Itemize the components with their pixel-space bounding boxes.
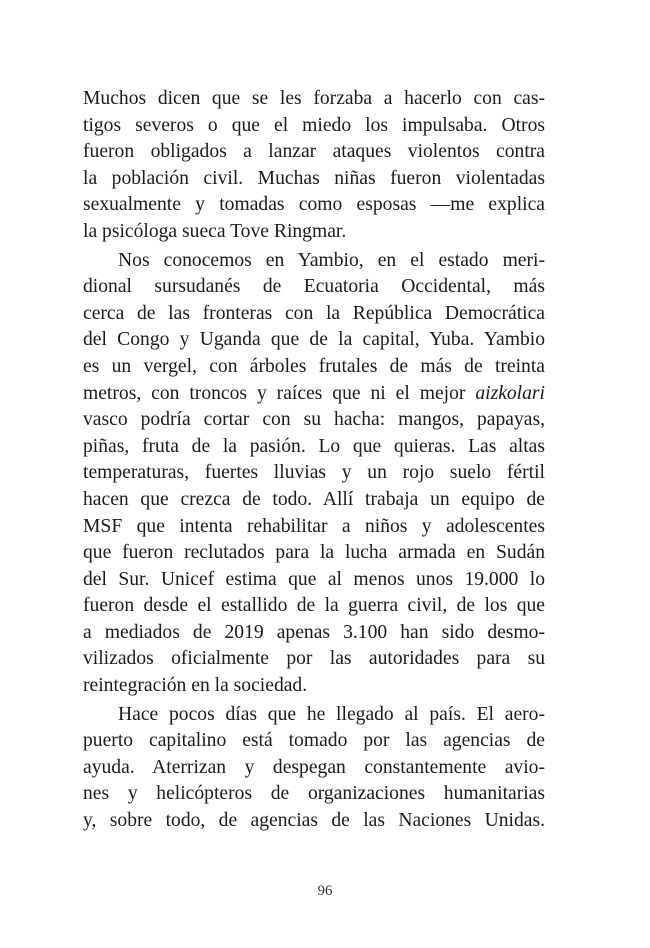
text-line: Hace pocos días que he llegado al país. El aero- [118, 703, 545, 725]
text-line: sexualmente y tomadas como esposas —me explica [83, 194, 545, 216]
text-line: fueron desde el estallido de la guerra civil, de los que [83, 595, 545, 617]
text-line: dional sursudanés de Ecuatoria Occidental, más [83, 276, 545, 298]
text-line: metros, con troncos y raíces que ni el mejor aizkolari [83, 382, 545, 404]
text-line: Muchos dicen que se les forzaba a hacerlo con cas- [83, 88, 545, 109]
text-line: es un vergel, con árboles frutales de más de treinta [83, 355, 545, 377]
text-line: temperaturas, fuertes lluvias y un rojo suelo fértil [83, 462, 545, 484]
text-line: cerca de las fronteras con la República Democrática [83, 302, 545, 324]
text-line: puerto capitalino está tomado por las agencias de [83, 730, 545, 752]
text-line: MSF que intenta rehabilitar a niños y adolescentes [83, 515, 545, 537]
paragraph [83, 86, 545, 246]
page-body [83, 86, 545, 835]
text-line: del Congo y Uganda que de la capital, Yuba. Yambio [83, 329, 545, 351]
page-number: 96 [317, 883, 333, 899]
text-line: hacen que crezca de todo. Allí trabaja un equipo de [83, 488, 545, 510]
paragraph [83, 248, 545, 700]
text-line: a mediados de 2019 apenas 3.100 han sido desmo- [83, 621, 545, 643]
text-line: la población civil. Muchas niñas fueron violentadas [83, 167, 545, 189]
text-line: nes y helicópteros de organizaciones humanitarias [83, 783, 545, 805]
text-line: tigos severos o que el miedo los impulsaba. Otros [83, 114, 545, 136]
text-line: vasco podría cortar con su hacha: mangos, papayas, [83, 409, 545, 431]
text-line: Nos conocemos en Yambio, en el estado meri- [118, 249, 545, 271]
text-line: del Sur. Unicef estima que al menos unos 19.000 lo [83, 568, 545, 590]
text-line: piñas, fruta de la pasión. Lo que quieras. Las altas [83, 435, 545, 457]
italic-term: aizkolari [475, 382, 545, 404]
paragraph [83, 702, 545, 835]
text-line: vilizados oficialmente por las autoridades para su [83, 648, 545, 670]
text-line: que fueron reclutados para la lucha armada en Sudán [83, 542, 545, 564]
text-line: reintegración en la sociedad. [83, 675, 308, 697]
text-line: la psicóloga sueca Tove Ringmar. [83, 220, 347, 242]
text-line: fueron obligados a lanzar ataques violentos contra [83, 141, 545, 163]
text-line: ayuda. Aterrizan y despegan constantemente avio- [83, 756, 545, 778]
text-line: y, sobre todo, de agencias de las Naciones Unidas. [83, 810, 545, 832]
